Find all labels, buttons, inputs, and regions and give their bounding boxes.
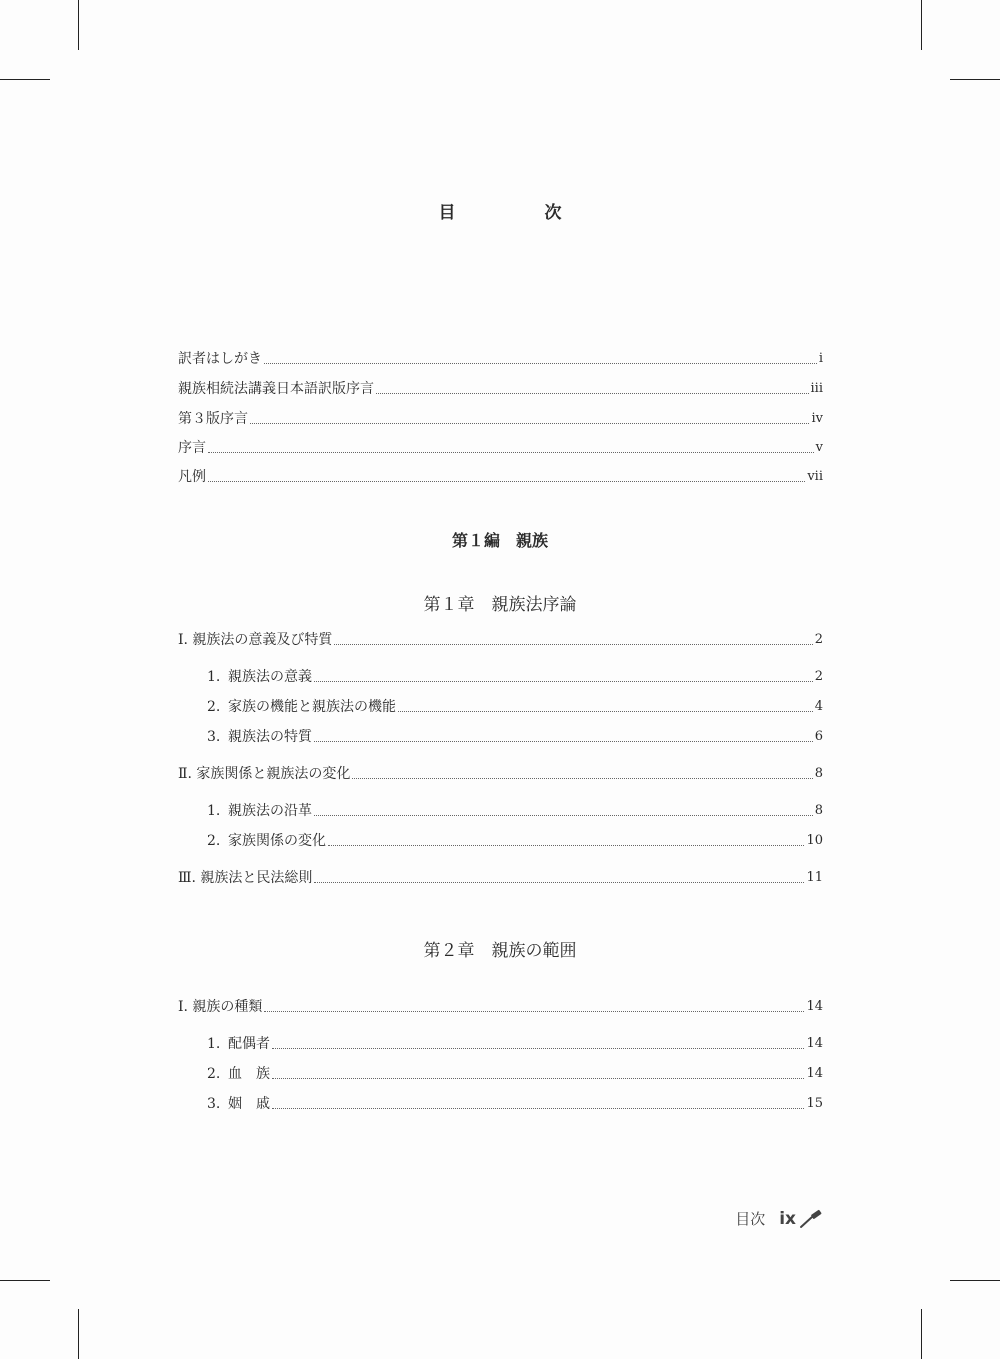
item-number: 2. bbox=[207, 1066, 221, 1082]
crop-mark bbox=[0, 79, 50, 80]
footer-label: 目次 bbox=[735, 1210, 766, 1228]
toc-item[interactable] bbox=[207, 1033, 823, 1055]
item-number: 2. bbox=[207, 833, 221, 849]
page-title: 目 次 bbox=[438, 203, 598, 223]
toc-page: 4 bbox=[814, 699, 823, 714]
toc-page: iii bbox=[810, 381, 823, 396]
leader-dots bbox=[314, 680, 813, 682]
toc-page: 2 bbox=[814, 632, 823, 647]
toc-label: 序言 bbox=[178, 440, 206, 456]
toc-section[interactable] bbox=[178, 996, 823, 1018]
toc-label: Ⅰ. 親族法の意義及び特質 bbox=[178, 632, 333, 648]
toc-page: 14 bbox=[806, 1036, 823, 1051]
part-heading: 第１編 親族 bbox=[451, 531, 548, 550]
toc-page: 15 bbox=[806, 1096, 823, 1111]
leader-dots bbox=[328, 844, 804, 846]
leader-dots bbox=[264, 1010, 804, 1012]
toc-item[interactable] bbox=[207, 830, 823, 852]
toc-item[interactable] bbox=[207, 726, 823, 748]
toc-label: 家族の機能と親族法の機能 bbox=[228, 699, 396, 715]
toc-entry[interactable] bbox=[178, 437, 823, 459]
toc-label: 血 族 bbox=[228, 1066, 270, 1082]
toc-label: 第３版序言 bbox=[178, 411, 248, 427]
item-number: 1. bbox=[207, 669, 221, 685]
toc-page: 6 bbox=[814, 729, 823, 744]
toc-section[interactable] bbox=[178, 629, 823, 651]
crop-mark bbox=[0, 1280, 50, 1281]
item-number: 2. bbox=[207, 699, 221, 715]
toc-page: i bbox=[818, 351, 823, 366]
leader-dots bbox=[398, 710, 813, 712]
toc-entry[interactable] bbox=[178, 466, 823, 488]
toc-item[interactable] bbox=[207, 1063, 823, 1085]
leader-dots bbox=[208, 451, 814, 453]
leader-dots bbox=[334, 643, 812, 645]
leader-dots bbox=[352, 777, 812, 779]
toc-item[interactable] bbox=[207, 800, 823, 822]
gavel-icon bbox=[798, 1209, 824, 1229]
leader-dots bbox=[314, 740, 813, 742]
toc-page: 10 bbox=[806, 833, 823, 848]
chapter-heading: 第１章 親族法序論 bbox=[423, 595, 577, 615]
crop-mark bbox=[78, 0, 79, 50]
crop-mark bbox=[921, 1309, 922, 1359]
toc-page: 14 bbox=[806, 1066, 823, 1081]
leader-dots bbox=[272, 1047, 804, 1049]
leader-dots bbox=[272, 1107, 804, 1109]
toc-section[interactable] bbox=[178, 867, 823, 889]
toc-page: 14 bbox=[806, 999, 823, 1014]
toc-page: v bbox=[815, 440, 823, 455]
toc-label: 親族法の沿革 bbox=[228, 803, 312, 819]
toc-page: 8 bbox=[814, 803, 823, 818]
toc-page: 2 bbox=[814, 669, 823, 684]
toc-entry[interactable] bbox=[178, 378, 823, 400]
toc-label: Ⅱ. 家族関係と親族法の変化 bbox=[178, 766, 351, 782]
toc-page: vii bbox=[807, 469, 823, 484]
toc-item[interactable] bbox=[207, 696, 823, 718]
toc-section[interactable] bbox=[178, 763, 823, 785]
toc-item[interactable] bbox=[207, 1093, 823, 1115]
leader-dots bbox=[208, 480, 805, 482]
item-number: 1. bbox=[207, 1036, 221, 1052]
page-footer bbox=[735, 1208, 824, 1229]
toc-entry[interactable] bbox=[178, 348, 823, 370]
toc-item[interactable] bbox=[207, 666, 823, 688]
toc-page: iv bbox=[811, 411, 823, 426]
item-number: 1. bbox=[207, 803, 221, 819]
leader-dots bbox=[314, 881, 804, 883]
crop-mark bbox=[950, 79, 1000, 80]
toc-label: 親族法の意義 bbox=[228, 669, 312, 685]
toc-label: 家族関係の変化 bbox=[228, 833, 326, 849]
page-number: ix bbox=[779, 1208, 796, 1229]
leader-dots bbox=[264, 362, 817, 364]
toc-label: Ⅰ. 親族の種類 bbox=[178, 999, 263, 1015]
toc-label: 凡例 bbox=[178, 469, 206, 485]
toc-page: 11 bbox=[806, 870, 823, 885]
crop-mark bbox=[950, 1280, 1000, 1281]
toc-page: 8 bbox=[814, 766, 823, 781]
toc-label: 親族相続法講義日本語訳版序言 bbox=[178, 381, 374, 397]
item-number: 3. bbox=[207, 729, 221, 745]
toc-entry[interactable] bbox=[178, 408, 823, 430]
item-number: 3. bbox=[207, 1096, 221, 1112]
leader-dots bbox=[250, 422, 809, 424]
crop-mark bbox=[921, 0, 922, 50]
toc-label: 配偶者 bbox=[228, 1036, 270, 1052]
leader-dots bbox=[376, 392, 809, 394]
leader-dots bbox=[272, 1077, 804, 1079]
leader-dots bbox=[314, 814, 813, 816]
toc-label: 訳者はしがき bbox=[178, 351, 262, 367]
crop-mark bbox=[78, 1309, 79, 1359]
toc-label: Ⅲ. 親族法と民法総則 bbox=[178, 870, 313, 886]
toc-label: 親族法の特質 bbox=[228, 729, 312, 745]
chapter-heading: 第２章 親族の範囲 bbox=[423, 941, 577, 961]
toc-label: 姻 戚 bbox=[228, 1096, 270, 1112]
